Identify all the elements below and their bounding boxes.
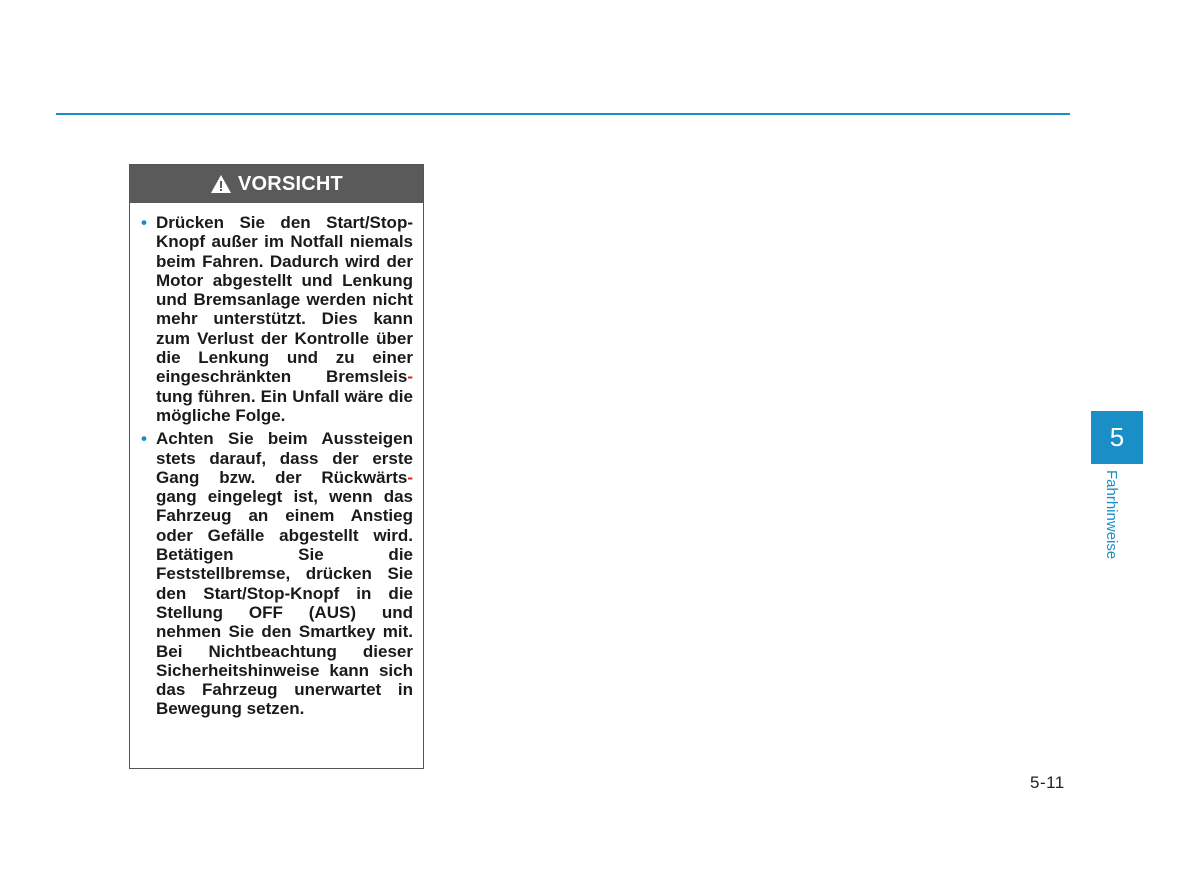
- warning-triangle-icon: [210, 174, 232, 194]
- caution-box: [129, 164, 424, 769]
- bullet-text-cont: tung führen. Ein Unfall wäre die mögliche Folge.: [156, 386, 413, 425]
- bullet-text: Achten Sie beim Aussteigen stets darauf, dass der erste Gang bzw. der Rückwärts: [156, 429, 413, 487]
- bullet-text-cont: gang eingelegt ist, wenn das Fahrzeug an einem Anstieg oder Gefälle abgestellt wird. Betätigen Sie die Feststellbremse, drücken Sie den Start/Stop-Knopf in die Stellung OFF (AUS) und nehmen Sie den Smartkey mit. Bei Nichtbeachtung dieser Sicherheitshinweise kann sich das Fahrzeug unerwartet in Bewegung setzen.: [156, 487, 413, 719]
- bullet-dot: •: [141, 429, 147, 449]
- hyphen-mark: -: [407, 467, 413, 487]
- page-number: 5-11: [1030, 773, 1065, 792]
- bullet-dot: •: [141, 213, 147, 232]
- caution-bullet: [140, 429, 413, 718]
- hyphen-mark: -: [407, 367, 413, 387]
- caution-title: VORSICHT: [238, 172, 343, 195]
- chapter-title: Fahrhinweise: [1103, 470, 1120, 560]
- caution-bullet: [140, 213, 413, 425]
- chapter-tab: [1091, 411, 1143, 464]
- caution-body: [130, 203, 423, 719]
- chapter-number: 5: [1109, 422, 1125, 452]
- top-rule: [56, 113, 1070, 115]
- caution-header: [130, 165, 423, 203]
- bullet-text: Drücken Sie den Start/Stop-Knopf außer im Notfall niemals beim Fahren. Dadurch wird der Motor abgestellt und Lenkung und Bremsanlage werden nicht mehr unterstützt. Dies kann zum Verlust der Kontrolle über die Lenkung und zu einer eingeschränkten Bremsleis: [156, 213, 413, 387]
